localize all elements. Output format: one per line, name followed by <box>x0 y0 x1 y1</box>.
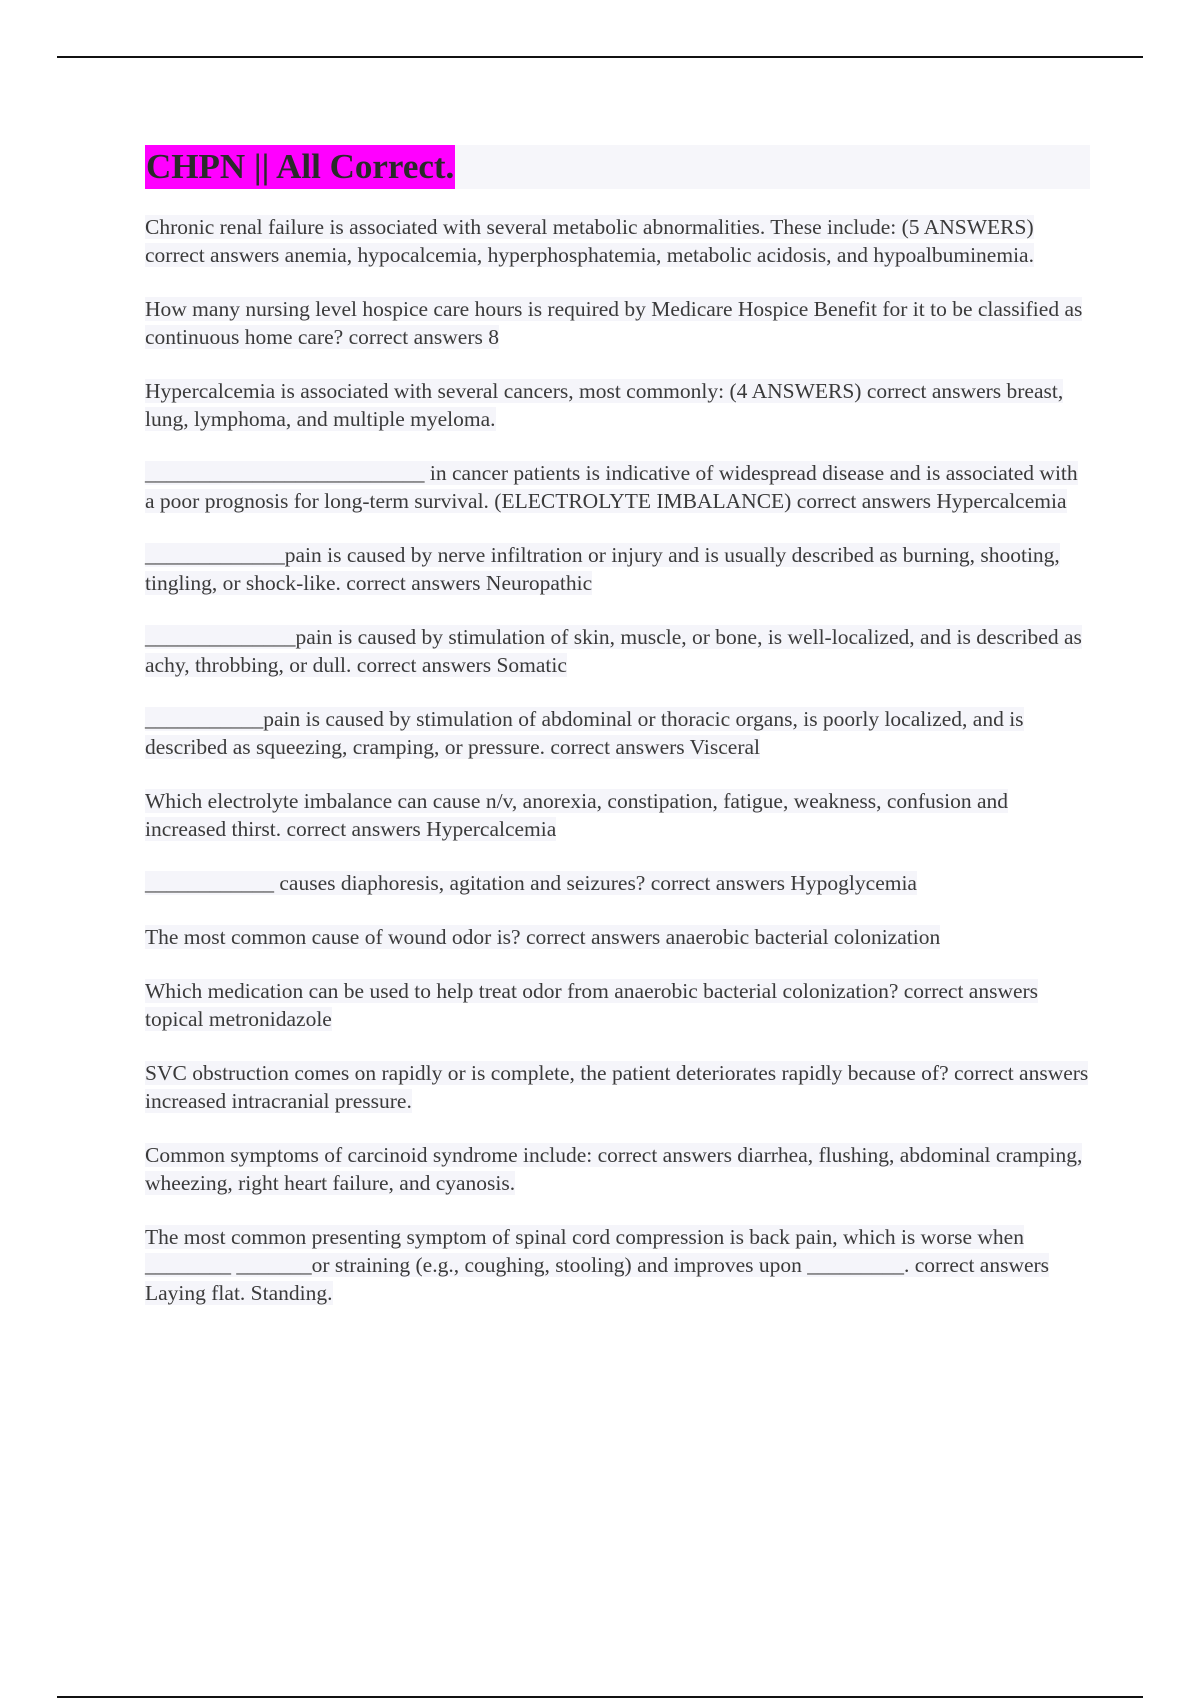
document-title: CHPN || All Correct. <box>145 145 455 189</box>
top-rule <box>57 56 1143 58</box>
qa-item: ______________pain is caused by stimulation of skin, muscle, or bone, is well-localized, and is described as achy, throbbing, or dull. correct answers Somatic <box>145 625 1082 677</box>
qa-item: Hypercalcemia is associated with several cancers, most commonly: (4 ANSWERS) correct answers breast, lung, lymphoma, and multiple myeloma. <box>145 379 1064 431</box>
qa-item: How many nursing level hospice care hours is required by Medicare Hospice Benefit for it to be classified as continuous home care? correct answers 8 <box>145 297 1083 349</box>
qa-item: ____________ causes diaphoresis, agitation and seizures? correct answers Hypoglycemia <box>145 871 917 895</box>
qa-item: __________________________ in cancer patients is indicative of widespread disease and is associated with a poor prognosis for long-term survival. (ELECTROLYTE IMBALANCE) correct answers Hypercalcemia <box>145 461 1078 513</box>
title-bar <box>145 145 1090 189</box>
qa-item: Chronic renal failure is associated with several metabolic abnormalities. These include: (5 ANSWERS) correct answers anemia, hypocalcemia, hyperphosphatemia, metabolic acidosis, and hypoalbuminemia. <box>145 215 1034 267</box>
qa-item: Which medication can be used to help treat odor from anaerobic bacterial colonization? correct answers topical metronidazole <box>145 979 1039 1031</box>
qa-item: Which electrolyte imbalance can cause n/v, anorexia, constipation, fatigue, weakness, confusion and increased thirst. correct answers Hypercalcemia <box>145 789 1009 841</box>
qa-item: ___________pain is caused by stimulation of abdominal or thoracic organs, is poorly localized, and is described as squeezing, cramping, or pressure. correct answers Visceral <box>145 707 1024 759</box>
bottom-rule <box>57 1696 1143 1698</box>
qa-item: The most common presenting symptom of spinal cord compression is back pain, which is worse when ________ _______or straining (e.g., coughing, stooling) and improves upon _________. correct answers Laying flat. Standing. <box>145 1225 1050 1305</box>
qa-item: The most common cause of wound odor is? correct answers anaerobic bacterial colonization <box>145 925 941 949</box>
qa-item: _____________pain is caused by nerve infiltration or injury and is usually described as burning, shooting, tingling, or shock-like. correct answers Neuropathic <box>145 543 1060 595</box>
qa-item: SVC obstruction comes on rapidly or is complete, the patient deteriorates rapidly because of? correct answers increased intracranial pressure. <box>145 1061 1089 1113</box>
qa-item: Common symptoms of carcinoid syndrome include: correct answers diarrhea, flushing, abdominal cramping, wheezing, right heart failure, and cyanosis. <box>145 1143 1083 1195</box>
document-body <box>145 145 1090 1333</box>
